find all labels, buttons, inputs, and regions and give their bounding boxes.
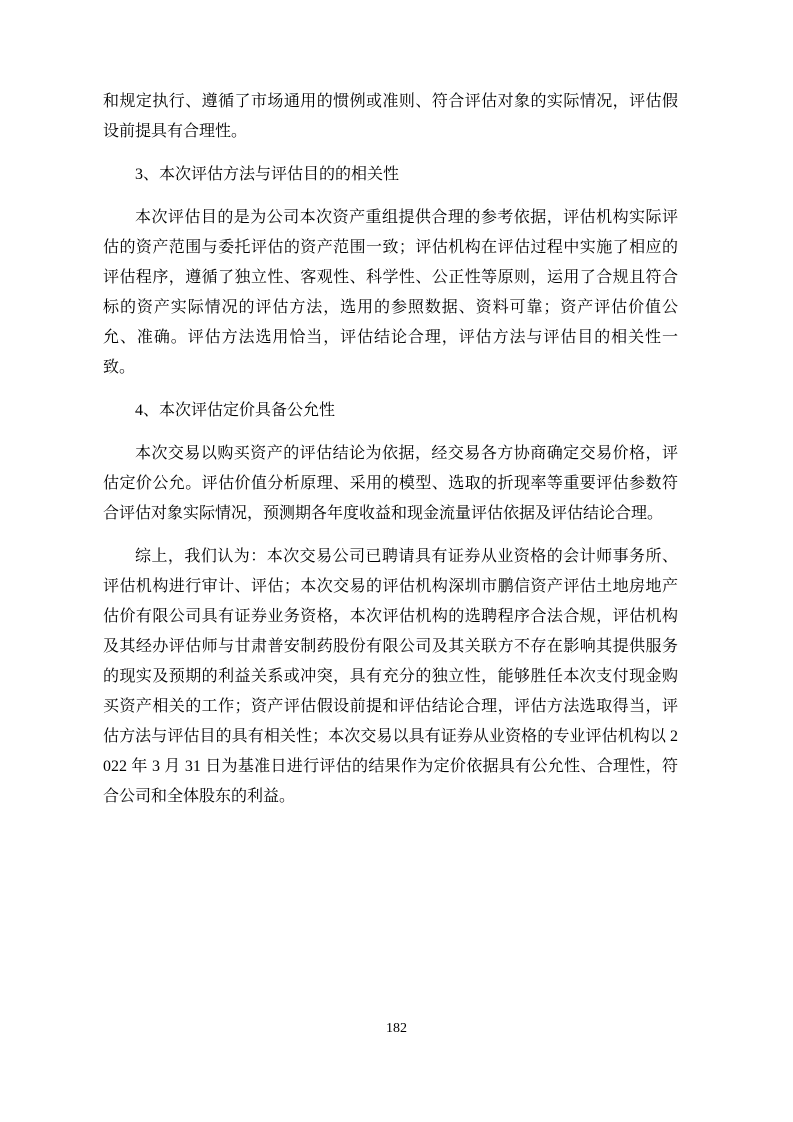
page-content — [103, 87, 678, 812]
paragraph-conclusion: 综上，我们认为：本次交易公司已聘请具有证券从业资格的会计师事务所、评估机构进行审计、评估；本次交易的评估机构深圳市鹏信资产评估土地房地产估价有限公司具有证券业务资格，本次评估机构的选聘程序合法合规，评估机构及其经办评估师与甘肃普安制药股份有限公司及其关联方不存在影响其提供服务的现实及预期的利益关系或冲突，具有充分的独立性，能够胜任本次支付现金购买资产相关的工作；资产评估假设前提和评估结论合理，评估方法选取得当，评估方法与评估目的具有相关性；本次交易以具有证券从业资格的专业评估机构以 2022 年 3 月 31 日为基准日进行评估的结果作为定价依据具有公允性、合理性，符合公司和全体股东的利益。 — [103, 548, 678, 805]
section-heading-4: 4、本次评估定价具备公允性 — [135, 402, 336, 419]
page-number: 182 — [386, 1021, 407, 1036]
paragraph-evaluation-method: 本次评估目的是为公司本次资产重组提供合理的参考依据，评估机构实际评估的资产范围与委托评估的资产范围一致；评估机构在评估过程中实施了相应的评估程序，遵循了独立性、客观性、科学性、公正性等原则，运用了合规且符合标的资产实际情况的评估方法，选用的参照数据、资料可靠；资产评估价值公允、准确。评估方法选用恰当，评估结论合理，评估方法与评估目的相关性一致。 — [103, 209, 678, 376]
paragraph-pricing-fairness: 本次交易以购买资产的评估结论为依据，经交易各方协商确定交易价格，评估定价公允。评估价值分析原理、采用的模型、选取的折现率等重要评估参数符合评估对象实际情况，预测期各年度收益和现金流量评估依据及评估结论合理。 — [103, 445, 678, 522]
section-heading-3: 3、本次评估方法与评估目的的相关性 — [135, 166, 400, 183]
paragraph-continuation: 和规定执行、遵循了市场通用的惯例或准则、符合评估对象的实际情况，评估假设前提具有合理性。 — [103, 93, 678, 140]
